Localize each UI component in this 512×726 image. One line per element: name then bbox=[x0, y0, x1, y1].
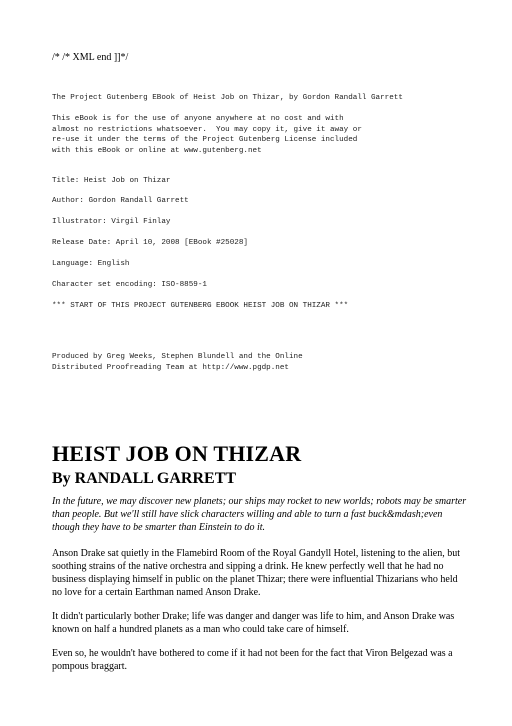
story-intro: In the future, we may discover new planets; our ships may rocket to new worlds; robots may be smarter than people. But we'll still have slick characters willing and able to turn a fast buck&mdash;even though they have to be smarter than Einstein to do it. bbox=[52, 496, 467, 533]
story-paragraph: Anson Drake sat quietly in the Flamebird Room of the Royal Gandyll Hotel, listening to the alien, but soothing strains of the native orchestra and sipping a drink. He knew perfectly well that he had no business displaying himself in public on the planet Thizar; there were influential Thizarians who held no love for a certain Earthman named Anson Drake. bbox=[52, 548, 460, 598]
meta-encoding: Character set encoding: ISO-8859-1 bbox=[52, 281, 207, 289]
meta-release-date: Release Date: April 10, 2008 [EBook #25028] bbox=[52, 239, 248, 247]
xml-end-comment: /* /* XML end ]]*/ bbox=[52, 52, 129, 63]
license-notice: This eBook is for the use of anyone anywhere at no cost and with almost no restrictions whatsoever. You may copy it, give it away or re-use it under the terms of the Project Gutenberg License included with this eBook or online at www.gutenberg.net bbox=[52, 115, 362, 155]
ebook-title-line: The Project Gutenberg EBook of Heist Job on Thizar, by Gordon Randall Garrett bbox=[52, 94, 403, 102]
story-byline: By RANDALL GARRETT bbox=[52, 470, 237, 487]
story-title: HEIST JOB ON THIZAR bbox=[52, 441, 302, 466]
start-marker: *** START OF THIS PROJECT GUTENBERG EBOOK HEIST JOB ON THIZAR *** bbox=[52, 302, 349, 310]
meta-language: Language: English bbox=[52, 260, 130, 268]
meta-author: Author: Gordon Randall Garrett bbox=[52, 197, 189, 205]
story-paragraph: It didn't particularly bother Drake; life was danger and danger was life to him, and Anson Drake was known on half a hundred planets as a man who could take care of himself. bbox=[52, 611, 455, 635]
meta-illustrator: Illustrator: Virgil Finlay bbox=[52, 218, 171, 226]
story-paragraph: Even so, he wouldn't have bothered to come if it had not been for the fact that Viron Belgezad was a pompous braggart. bbox=[52, 648, 453, 672]
meta-title: Title: Heist Job on Thizar bbox=[52, 177, 171, 185]
produced-by-credits: Produced by Greg Weeks, Stephen Blundell and the Online Distributed Proofreading Team at http://www.pgdp.net bbox=[52, 353, 303, 372]
